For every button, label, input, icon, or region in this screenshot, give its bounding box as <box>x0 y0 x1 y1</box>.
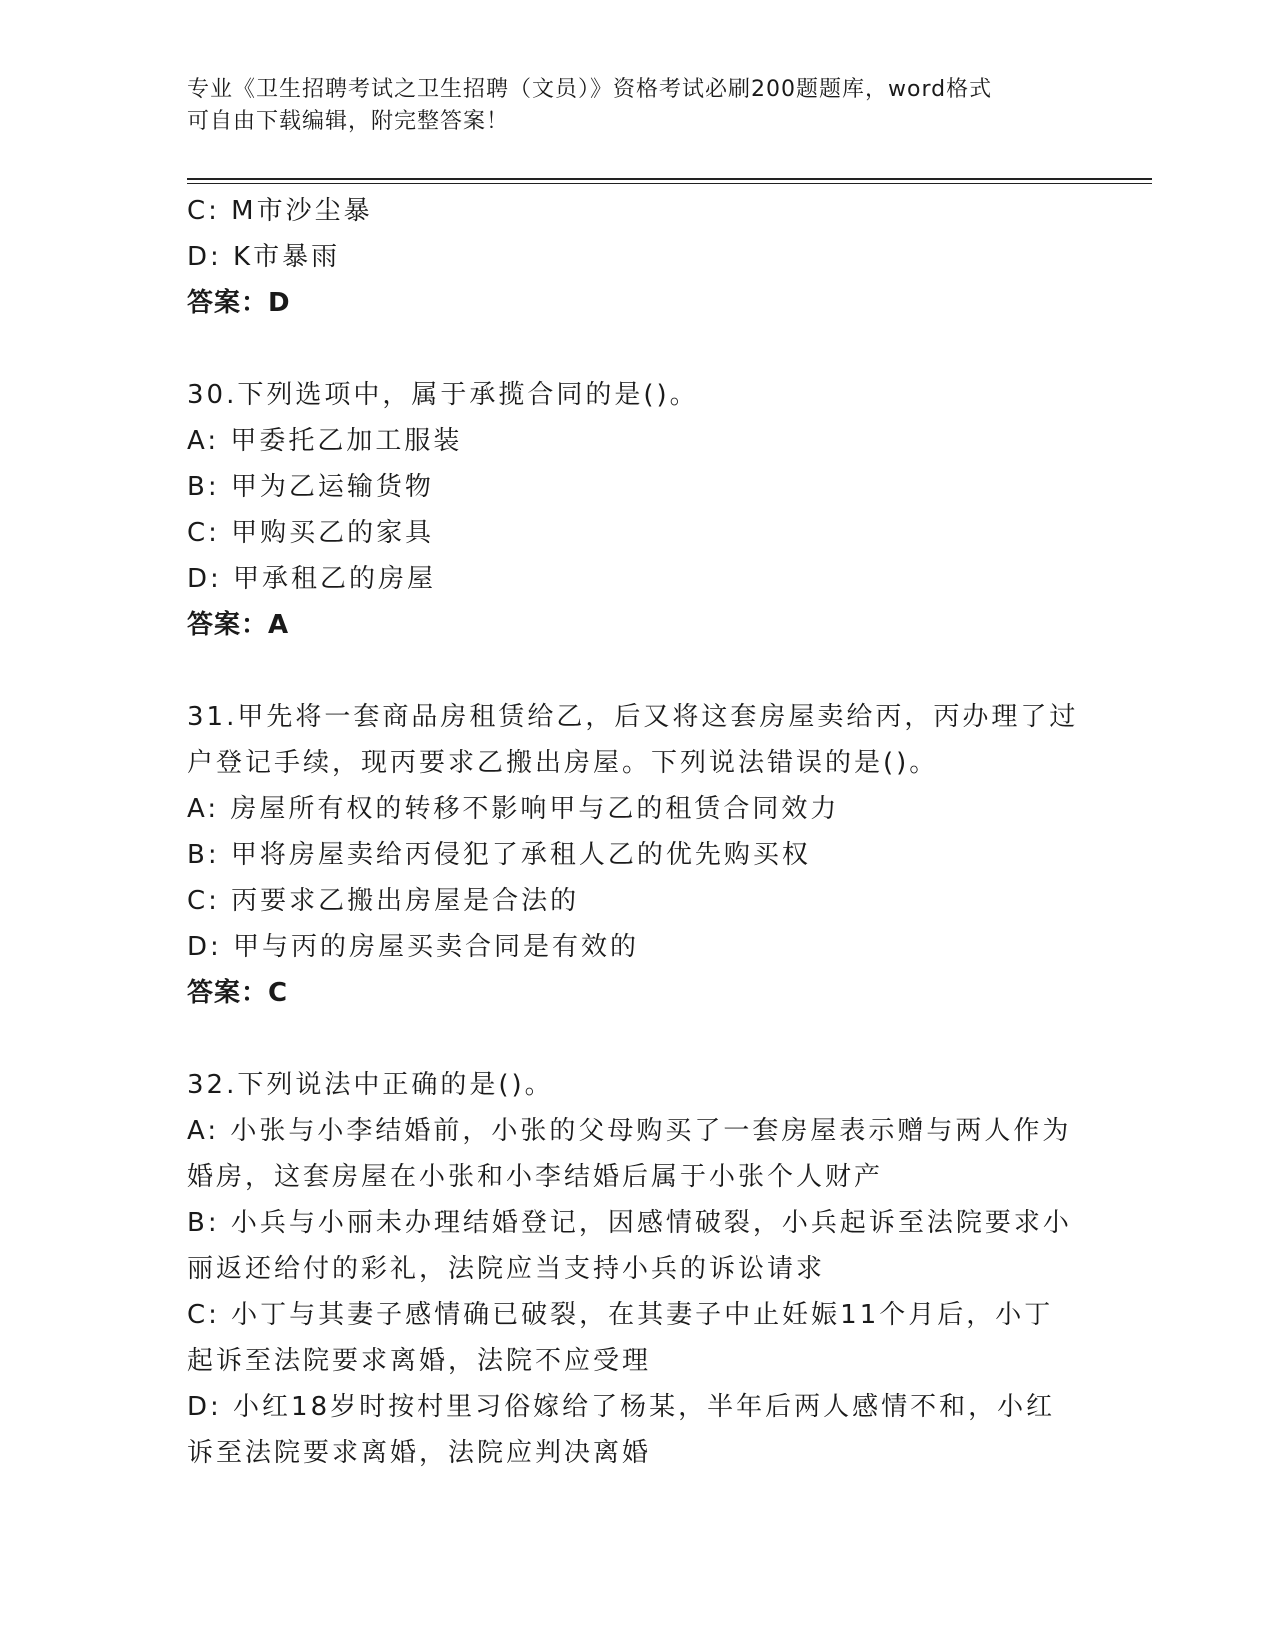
option-c-line-2: 起诉至法院要求离婚，法院不应受理 <box>187 1346 652 1376</box>
option-d: D: K市暴雨 <box>187 242 341 272</box>
question-32 <box>187 1062 1087 1476</box>
page-header <box>187 74 1067 138</box>
answer-line: 答案：D <box>187 288 291 318</box>
question-stem: 30.下列选项中，属于承揽合同的是()。 <box>187 380 699 410</box>
option-b <box>187 1200 1087 1292</box>
header-line-2: 可自由下载编辑，附完整答案！ <box>187 109 510 134</box>
option-c <box>187 1292 1087 1384</box>
header-line-1: 专业《卫生招聘考试之卫生招聘（文员）》资格考试必刷200题题库，word格式 <box>187 77 993 102</box>
option-d-line-1: D: 小红18岁时按村里习俗嫁给了杨某，半年后两人感情不和，小红 <box>187 1392 1056 1422</box>
option-d <box>187 1384 1087 1476</box>
option-b: B: 甲将房屋卖给丙侵犯了承租人乙的优先购买权 <box>187 840 811 870</box>
option-d-line-2: 诉至法院要求离婚，法院应判决离婚 <box>187 1438 652 1468</box>
option-a: A: 房屋所有权的转移不影响甲与乙的租赁合同效力 <box>187 794 840 824</box>
option-a-line-1: A: 小张与小李结婚前，小张的父母购买了一套房屋表示赠与两人作为 <box>187 1116 1072 1146</box>
option-c: C: M市沙尘暴 <box>187 196 373 226</box>
spacer <box>187 1016 1087 1062</box>
question-content <box>187 188 1087 1476</box>
option-c-line-1: C: 小丁与其妻子感情确已破裂，在其妻子中止妊娠11个月后，小丁 <box>187 1300 1054 1330</box>
option-a <box>187 1108 1087 1200</box>
option-b: B: 甲为乙运输货物 <box>187 472 434 502</box>
question-29-tail <box>187 188 1087 326</box>
header-divider <box>187 178 1152 184</box>
question-stem: 32.下列说法中正确的是()。 <box>187 1070 554 1100</box>
option-a: A: 甲委托乙加工服装 <box>187 426 463 456</box>
spacer <box>187 326 1087 372</box>
answer-line: 答案：C <box>187 978 289 1008</box>
option-d: D: 甲承租乙的房屋 <box>187 564 437 594</box>
question-stem-line-1: 31.甲先将一套商品房租赁给乙，后又将这套房屋卖给丙，丙办理了过 <box>187 702 1079 732</box>
option-b-line-1: B: 小兵与小丽未办理结婚登记，因感情破裂，小兵起诉至法院要求小 <box>187 1208 1072 1238</box>
answer-line: 答案：A <box>187 610 290 640</box>
option-d: D: 甲与丙的房屋买卖合同是有效的 <box>187 932 640 962</box>
spacer <box>187 648 1087 694</box>
option-c: C: 甲购买乙的家具 <box>187 518 435 548</box>
question-stem-line-2: 户登记手续，现丙要求乙搬出房屋。下列说法错误的是()。 <box>187 748 939 778</box>
question-30 <box>187 372 1087 648</box>
option-c: C: 丙要求乙搬出房屋是合法的 <box>187 886 580 916</box>
option-b-line-2: 丽返还给付的彩礼，法院应当支持小兵的诉讼请求 <box>187 1254 826 1284</box>
question-31 <box>187 694 1087 1016</box>
option-a-line-2: 婚房，这套房屋在小张和小李结婚后属于小张个人财产 <box>187 1162 884 1192</box>
